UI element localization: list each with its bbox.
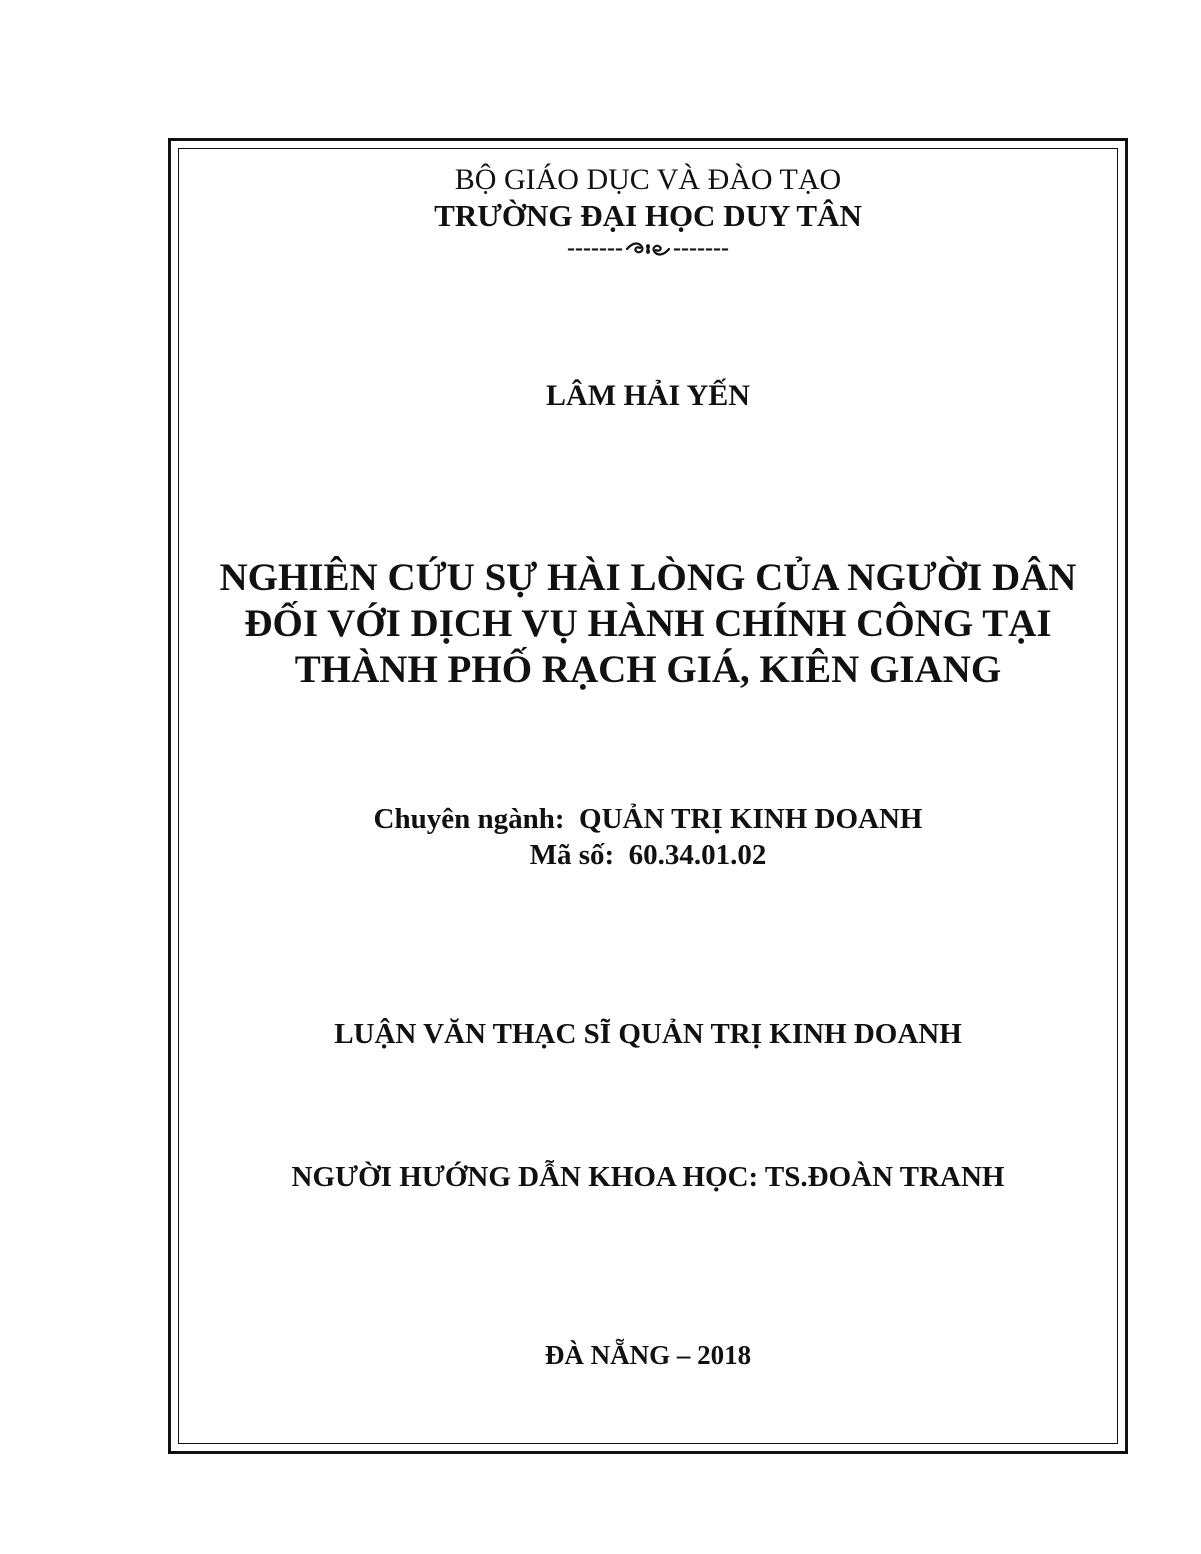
major-row — [171, 801, 1125, 837]
divider-dashes-left: ------- — [567, 235, 623, 261]
code-label: Mã số: — [529, 839, 615, 871]
thesis-title-line-3: THÀNH PHỐ RẠCH GIÁ, KIÊN GIANG — [294, 648, 1002, 691]
place-year: ĐÀ NẴNG – 2018 — [544, 1340, 752, 1370]
flourish-icon — [625, 241, 671, 257]
divider-dashes-right: ------- — [673, 235, 729, 261]
code-row — [171, 837, 1125, 873]
ornament-divider — [171, 235, 1125, 262]
university-name: TRƯỜNG ĐẠI HỌC DUY TÂN — [434, 198, 862, 233]
author-name: LÂM HẢI YẾN — [546, 379, 750, 412]
advisor-line: NGƯỜI HƯỚNG DẪN KHOA HỌC: TS.ĐOÀN TRANH — [291, 1161, 1005, 1193]
cover-border-outer — [168, 138, 1128, 1454]
major-label: Chuyên ngành: — [373, 803, 565, 835]
thesis-title-line-2: ĐỐI VỚI DỊCH VỤ HÀNH CHÍNH CÔNG TẠI — [244, 602, 1052, 645]
ministry-name: BỘ GIÁO DỤC VÀ ĐÀO TẠO — [454, 163, 842, 196]
code-value: 60.34.01.02 — [628, 839, 767, 871]
major-info — [171, 801, 1125, 873]
thesis-title — [171, 555, 1125, 693]
major-value: QUẢN TRỊ KINH DOANH — [579, 803, 923, 835]
degree-title: LUẬN VĂN THẠC SĨ QUẢN TRỊ KINH DOANH — [334, 1018, 962, 1050]
cover-border-inner — [178, 148, 1118, 1444]
thesis-title-line-1: NGHIÊN CỨU SỰ HÀI LÒNG CỦA NGƯỜI DÂN — [219, 556, 1077, 599]
